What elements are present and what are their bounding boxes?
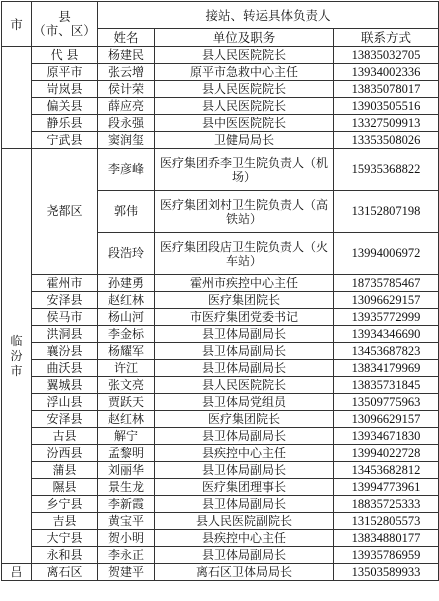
- name-cell: 李永正: [98, 547, 155, 564]
- phone-cell: 13096629157: [334, 292, 439, 309]
- unit-cell: 县疾控中心主任: [155, 530, 334, 547]
- table-row: [2, 326, 439, 343]
- phone-cell: 13934346690: [334, 326, 439, 343]
- table-row: [2, 428, 439, 445]
- table-row: [2, 360, 439, 377]
- table-row: [2, 411, 439, 428]
- name-cell: 李新霞: [98, 496, 155, 513]
- table-row: [2, 496, 439, 513]
- unit-cell: 县疾控中心主任: [155, 445, 334, 462]
- phone-cell: 18735785467: [334, 275, 439, 292]
- county-cell: 尧都区: [32, 149, 98, 275]
- unit-cell: 县中医医院院长: [155, 115, 334, 132]
- unit-cell: 霍州市疾控中心主任: [155, 275, 334, 292]
- unit-cell: 离石区卫体局局长: [155, 564, 334, 581]
- unit-cell: 医疗集团院长: [155, 411, 334, 428]
- table-row: [2, 149, 439, 191]
- unit-cell: 县卫体局副局长: [155, 428, 334, 445]
- county-cell: 翼城县: [32, 377, 98, 394]
- name-cell: 段浩玲: [98, 233, 155, 275]
- county-cell: 浮山县: [32, 394, 98, 411]
- name-cell: 张云增: [98, 64, 155, 81]
- phone-cell: 13453682812: [334, 462, 439, 479]
- table-row: [2, 115, 439, 132]
- header-unit: 单位及职务: [155, 29, 334, 47]
- county-cell: 岢岚县: [32, 81, 98, 98]
- unit-cell: 县卫体局副局长: [155, 326, 334, 343]
- table-row: [2, 292, 439, 309]
- table-row: [2, 343, 439, 360]
- county-cell: 宁武县: [32, 132, 98, 149]
- phone-cell: 13835078017: [334, 81, 439, 98]
- name-cell: 窦润玺: [98, 132, 155, 149]
- name-cell: 杨山河: [98, 309, 155, 326]
- unit-cell: 县人民医院院长: [155, 81, 334, 98]
- phone-cell: 13994006972: [334, 233, 439, 275]
- table-row: [2, 47, 439, 64]
- county-cell: 吉县: [32, 513, 98, 530]
- table-row: [2, 462, 439, 479]
- name-cell: 杨耀军: [98, 343, 155, 360]
- header-row: [2, 2, 439, 29]
- name-cell: 许江: [98, 360, 155, 377]
- table-row: [2, 98, 439, 115]
- county-cell: 离石区: [32, 564, 98, 581]
- name-cell: 贺建平: [98, 564, 155, 581]
- contact-table: [1, 1, 439, 581]
- name-cell: 孙建勇: [98, 275, 155, 292]
- phone-cell: 13503589933: [334, 564, 439, 581]
- header-county: 县 （市、区）: [32, 2, 98, 47]
- table-row: [2, 132, 439, 149]
- name-cell: 赵红林: [98, 411, 155, 428]
- phone-cell: 13934671830: [334, 428, 439, 445]
- table-row: [2, 513, 439, 530]
- phone-cell: 13152807198: [334, 191, 439, 233]
- unit-cell: 医疗集团院长: [155, 292, 334, 309]
- unit-cell: 县人民医院院长: [155, 377, 334, 394]
- county-cell: 襄汾县: [32, 343, 98, 360]
- header-city: 市: [2, 2, 32, 47]
- name-cell: 赵红林: [98, 292, 155, 309]
- name-cell: 杨建民: [98, 47, 155, 64]
- name-cell: 贺小明: [98, 530, 155, 547]
- phone-cell: 13353508026: [334, 132, 439, 149]
- unit-cell: 卫健局局长: [155, 132, 334, 149]
- name-cell: 郭伟: [98, 191, 155, 233]
- phone-cell: 13935772999: [334, 309, 439, 326]
- phone-cell: 13327509913: [334, 115, 439, 132]
- phone-cell: 13835032705: [334, 47, 439, 64]
- unit-cell: 县卫体局副局长: [155, 496, 334, 513]
- name-cell: 侯计荣: [98, 81, 155, 98]
- city-cell: [2, 47, 32, 149]
- name-cell: 张文亮: [98, 377, 155, 394]
- table-row: [2, 479, 439, 496]
- name-cell: 段永强: [98, 115, 155, 132]
- phone-cell: 13903505516: [334, 98, 439, 115]
- name-cell: 黄宝平: [98, 513, 155, 530]
- name-cell: 薛应亮: [98, 98, 155, 115]
- unit-cell: 医疗集团段店卫生院负责人（火车站）: [155, 233, 334, 275]
- phone-cell: 13834179969: [334, 360, 439, 377]
- county-cell: 霍州市: [32, 275, 98, 292]
- county-cell: 乡宁县: [32, 496, 98, 513]
- unit-cell: 县卫体局党组员: [155, 394, 334, 411]
- county-cell: 安泽县: [32, 411, 98, 428]
- county-cell: 曲沃县: [32, 360, 98, 377]
- table-row: [2, 547, 439, 564]
- phone-cell: 13935786959: [334, 547, 439, 564]
- county-cell: 蒲县: [32, 462, 98, 479]
- table-row: [2, 81, 439, 98]
- city-cell-linfen: 临汾市: [2, 149, 32, 564]
- name-cell: 李金标: [98, 326, 155, 343]
- phone-cell: 13509775963: [334, 394, 439, 411]
- table-row: [2, 64, 439, 81]
- name-cell: 解宁: [98, 428, 155, 445]
- county-cell: 洪洞县: [32, 326, 98, 343]
- name-cell: 李彦峰: [98, 149, 155, 191]
- county-cell: 安泽县: [32, 292, 98, 309]
- table-row: [2, 445, 439, 462]
- name-cell: 贾跃天: [98, 394, 155, 411]
- phone-cell: 15935368822: [334, 149, 439, 191]
- table-row: [2, 394, 439, 411]
- county-cell: 永和县: [32, 547, 98, 564]
- table-row: [2, 275, 439, 292]
- phone-cell: 13994022728: [334, 445, 439, 462]
- unit-cell: 医疗集团理事长: [155, 479, 334, 496]
- county-cell: 代 县: [32, 47, 98, 64]
- phone-cell: 13934002336: [334, 64, 439, 81]
- phone-cell: 13834880177: [334, 530, 439, 547]
- county-cell: 古县: [32, 428, 98, 445]
- header-name: 姓名: [98, 29, 155, 47]
- phone-cell: 13835731845: [334, 377, 439, 394]
- phone-cell: 13152805573: [334, 513, 439, 530]
- name-cell: 景生龙: [98, 479, 155, 496]
- phone-cell: 18835725333: [334, 496, 439, 513]
- unit-cell: 县人民医院副院长: [155, 513, 334, 530]
- county-cell: 大宁县: [32, 530, 98, 547]
- header-responsible: 接站、转运具体负责人: [98, 2, 439, 29]
- unit-cell: 医疗集团刘村卫生院负责人（高铁站）: [155, 191, 334, 233]
- phone-cell: 13453687823: [334, 343, 439, 360]
- county-cell: 原平市: [32, 64, 98, 81]
- city-cell: 吕: [2, 564, 32, 581]
- county-cell: 偏关县: [32, 98, 98, 115]
- table-row: [2, 309, 439, 326]
- unit-cell: 县卫体局副局长: [155, 547, 334, 564]
- county-cell: 侯马市: [32, 309, 98, 326]
- county-cell: 汾西县: [32, 445, 98, 462]
- county-cell: 隰县: [32, 479, 98, 496]
- unit-cell: 县人民医院院长: [155, 47, 334, 64]
- unit-cell: 县人民医院院长: [155, 98, 334, 115]
- header-phone: 联系方式: [334, 29, 439, 47]
- phone-cell: 13994773961: [334, 479, 439, 496]
- unit-cell: 原平市急救中心主任: [155, 64, 334, 81]
- table-row: [2, 564, 439, 581]
- name-cell: 刘丽华: [98, 462, 155, 479]
- phone-cell: 13096629157: [334, 411, 439, 428]
- table-row: [2, 377, 439, 394]
- unit-cell: 县卫体局副局长: [155, 360, 334, 377]
- name-cell: 孟黎明: [98, 445, 155, 462]
- unit-cell: 县卫体局副局长: [155, 343, 334, 360]
- table-row: [2, 530, 439, 547]
- unit-cell: 县卫体局副局长: [155, 462, 334, 479]
- county-cell: 静乐县: [32, 115, 98, 132]
- unit-cell: 医疗集团乔李卫生院负责人（机场）: [155, 149, 334, 191]
- unit-cell: 市医疗集团党委书记: [155, 309, 334, 326]
